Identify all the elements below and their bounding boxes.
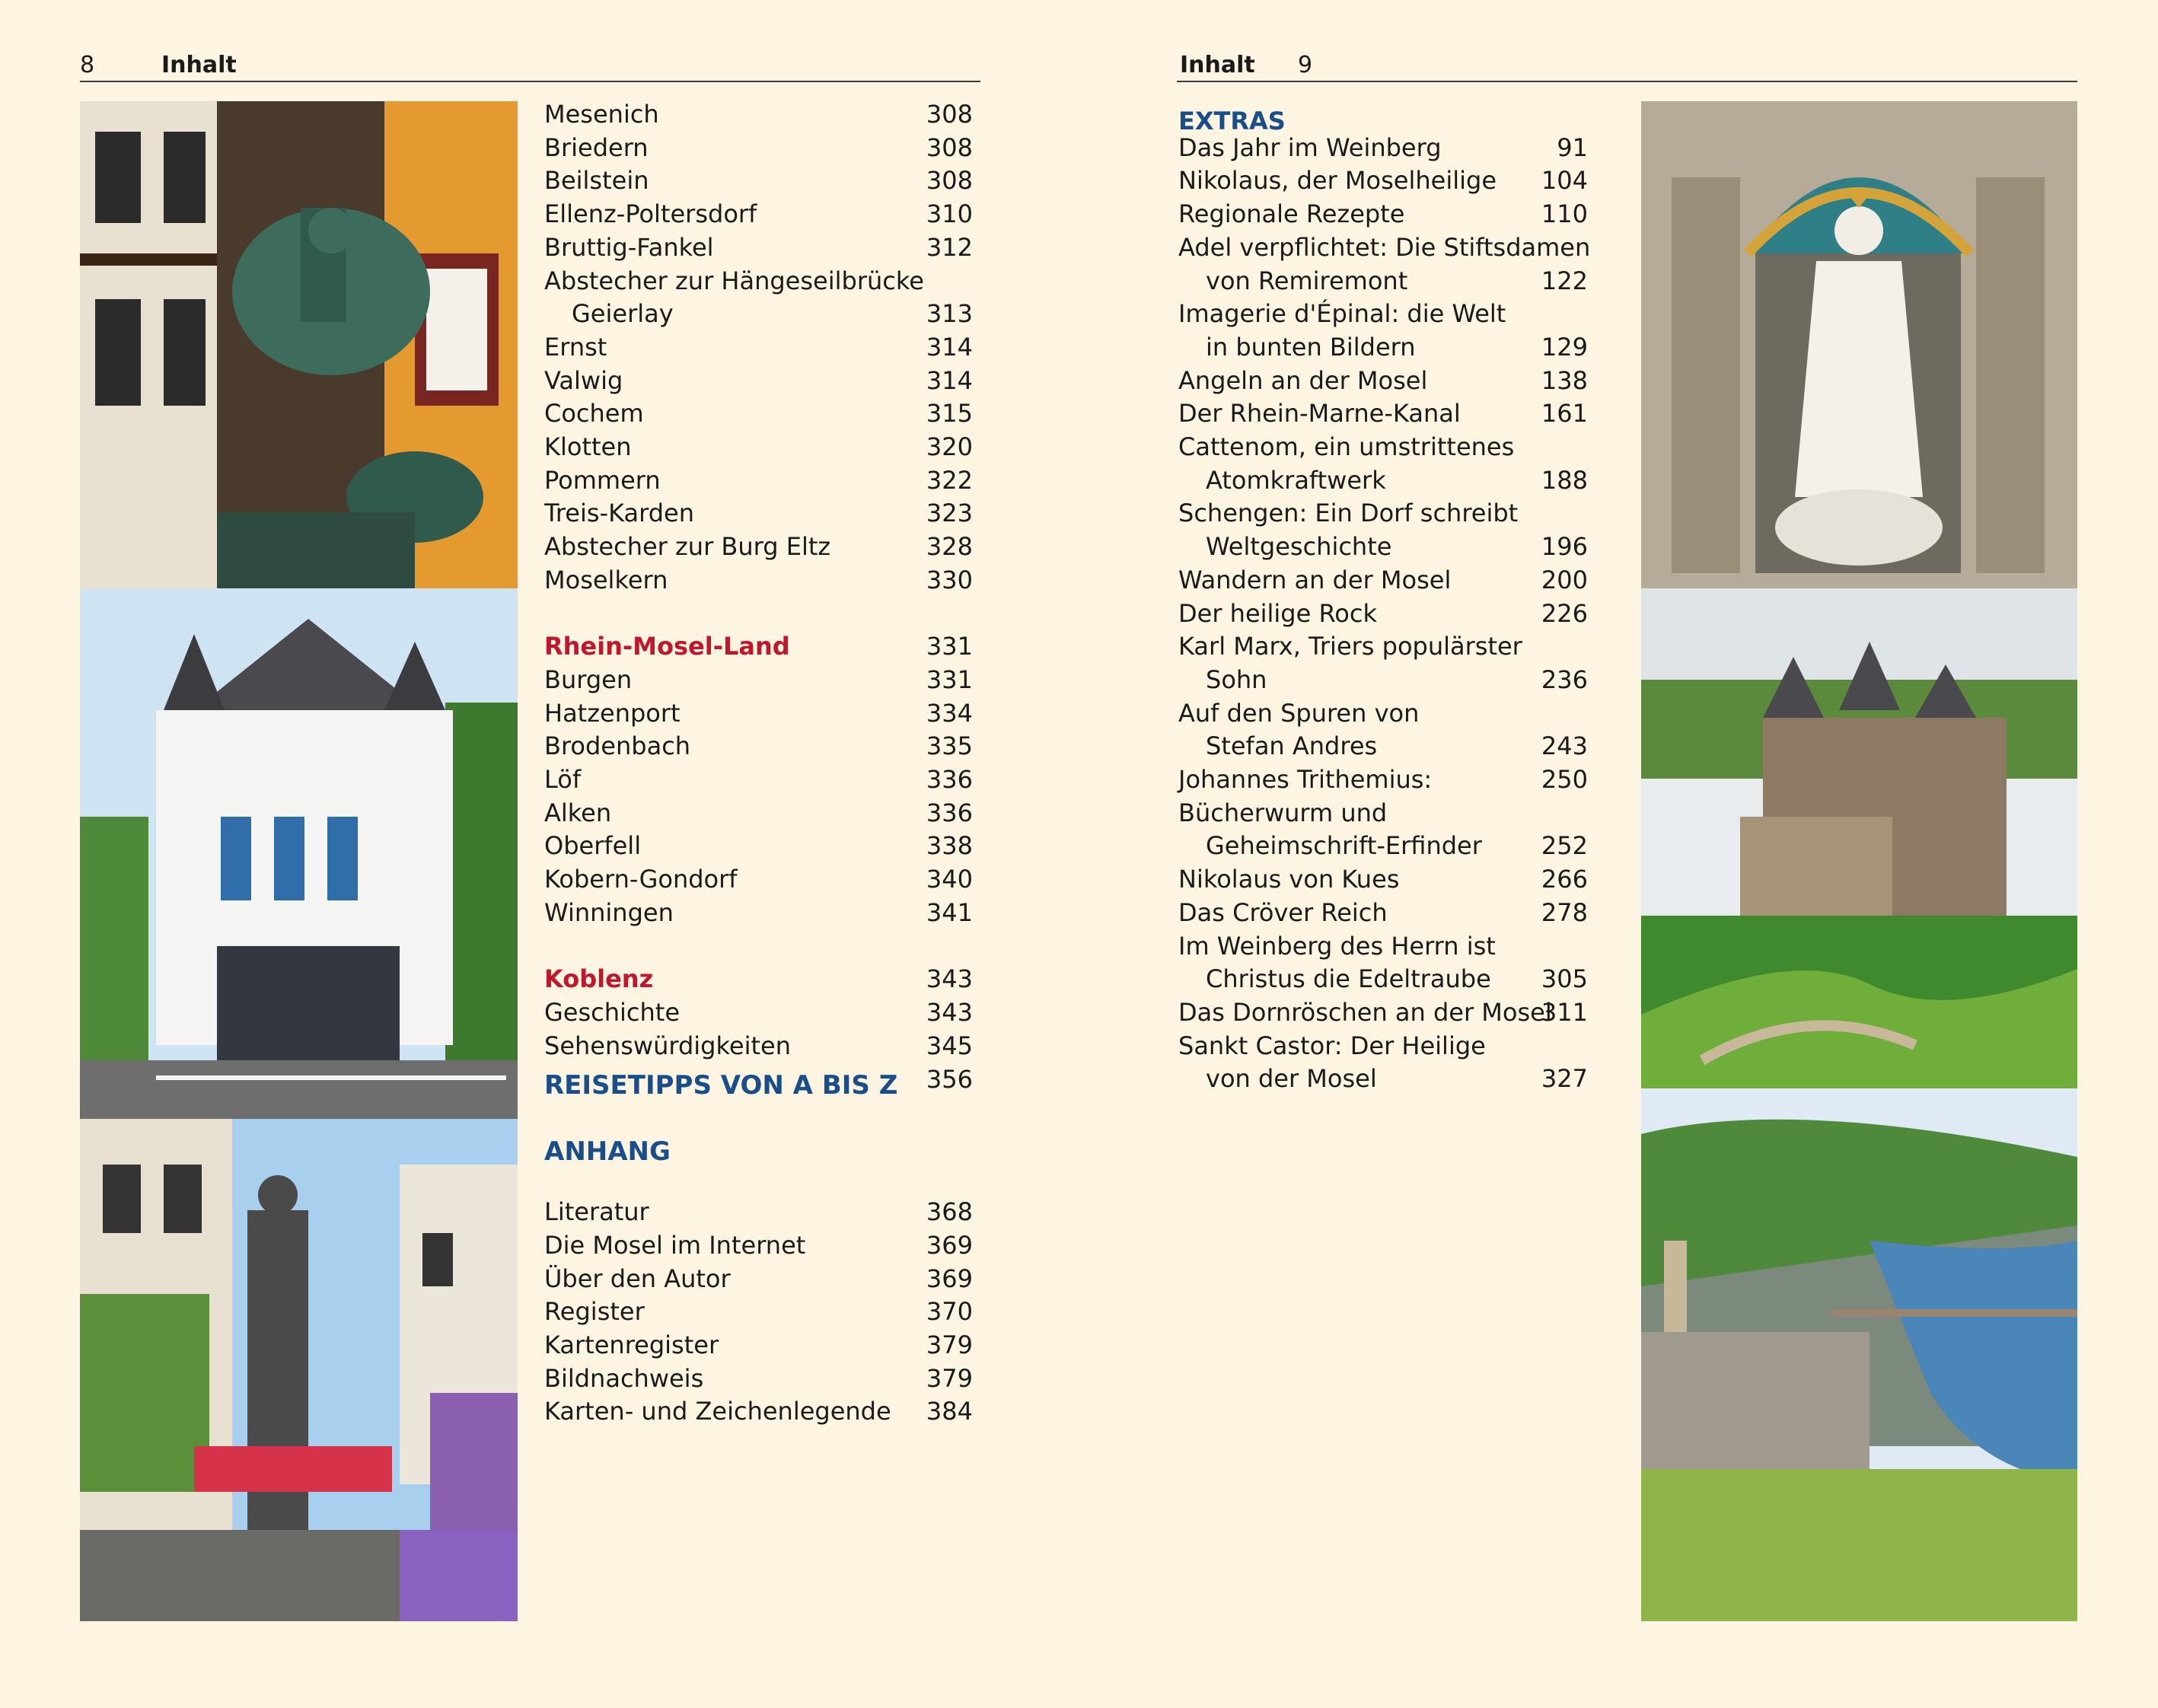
toc-entry-label: Christus die Edeltraube	[1206, 964, 1491, 994]
toc-entry-geschichte	[544, 996, 973, 1029]
toc-entry-label: Valwig	[544, 365, 623, 395]
toc-entry-label: Treis-Karden	[544, 499, 694, 528]
toc-entry-das-dornroschen-an-der-mosel	[1178, 996, 1588, 1029]
toc-entry-page: 379	[926, 1330, 973, 1359]
toc-entry-bruttig-fankel	[544, 231, 973, 264]
toc-entry-geierlay	[544, 297, 973, 330]
toc-entry-label: Bildnachweis	[544, 1363, 704, 1393]
toc-entry-label: Im Weinberg des Herrn ist	[1178, 931, 1496, 961]
toc-entry-page: 312	[926, 232, 973, 262]
toc-entry-label: Winningen	[544, 897, 674, 927]
toc-entry-label: Register	[544, 1297, 645, 1327]
toc-entry-koblenz	[544, 962, 973, 996]
toc-entry-sohn	[1178, 663, 1588, 696]
toc-entry-adel-verpflichtet-die-stiftsdamen	[1178, 231, 1591, 264]
toc-entry-page: 278	[1541, 897, 1588, 927]
toc-entry-label: Sehenswürdigkeiten	[544, 1031, 791, 1060]
toc-entry-label: Hatzenport	[544, 698, 681, 728]
toc-entry-label: Nikolaus, der Moselheilige	[1178, 166, 1497, 196]
mosel-river-valley-photo	[1641, 1088, 2077, 1621]
toc-entry-die-mosel-im-internet	[544, 1228, 973, 1262]
toc-entry-page: 343	[926, 997, 973, 1027]
toc-entry-page: 384	[926, 1397, 973, 1426]
toc-entry-page: 266	[1541, 865, 1588, 894]
fountain-statue-town-photo	[80, 1119, 518, 1621]
toc-entry-von-remiremont	[1178, 264, 1588, 298]
toc-entry-weltgeschichte	[1178, 530, 1588, 563]
toc-entry-page: 314	[926, 365, 973, 395]
toc-entry-label: Nikolaus von Kues	[1178, 865, 1400, 894]
toc-entry-label: Alken	[544, 798, 612, 827]
toc-entry-page: 343	[926, 964, 973, 994]
toc-entry-label: Rhein-Mosel-Land	[544, 632, 790, 661]
toc-entry-briedern	[544, 131, 973, 164]
toc-entry-page: 315	[926, 399, 973, 429]
page-number-right: 9	[1298, 52, 1313, 78]
toc-entry-label: Bücherwurm und	[1178, 798, 1388, 827]
toc-entry-wandern-an-der-mosel	[1178, 563, 1588, 597]
running-title-left: Inhalt	[161, 52, 237, 78]
toc-entry-klotten	[544, 430, 973, 464]
toc-entry-treis-karden	[544, 496, 973, 530]
toc-entry-page: 91	[1557, 132, 1588, 162]
toc-entry-page: 340	[926, 865, 973, 894]
toc-entry-label: Löf	[544, 765, 582, 794]
toc-entry-im-weinberg-des-herrn-ist	[1178, 929, 1588, 963]
toc-entry-atomkraftwerk	[1178, 464, 1588, 497]
toc-entry-das-crover-reich	[1178, 896, 1588, 929]
toc-entry-label: Karl Marx, Triers populärster	[1178, 632, 1522, 661]
toc-entry-page: 308	[926, 132, 973, 162]
toc-entry-page: 122	[1541, 266, 1588, 295]
toc-entry-page: 308	[926, 100, 973, 129]
toc-entry-page: 320	[926, 432, 973, 461]
toc-entry-label: Beilstein	[544, 166, 649, 196]
header-rule-left	[80, 81, 980, 82]
white-gate-tower-photo	[80, 588, 518, 1119]
toc-entry-label: von Remiremont	[1206, 266, 1408, 295]
toc-entry-literatur	[544, 1195, 973, 1228]
toc-entry-angeln-an-der-mosel	[1178, 364, 1588, 397]
toc-entry-regionale-rezepte	[1178, 197, 1588, 231]
toc-entry-der-rhein-marne-kanal	[1178, 397, 1588, 430]
toc-entry-brodenbach	[544, 729, 973, 763]
toc-entry-label: Sankt Castor: Der Heilige	[1178, 1031, 1486, 1060]
toc-entry-auf-den-spuren-von	[1178, 696, 1588, 730]
toc-entry-sehenswurdigkeiten	[544, 1029, 973, 1063]
toc-entry-nikolaus-von-kues	[1178, 862, 1588, 896]
toc-entry-page: 334	[926, 698, 973, 728]
toc-entry-label: Mesenich	[544, 100, 659, 129]
burg-eltz-castle-photo	[1641, 588, 2077, 1088]
toc-entry-page: 200	[1541, 565, 1588, 594]
toc-entry-der-heilige-rock	[1178, 597, 1588, 630]
toc-entry-oberfell	[544, 829, 973, 862]
toc-entry-page: 327	[1541, 1064, 1588, 1094]
toc-entry-label: Die Mosel im Internet	[544, 1230, 806, 1260]
toc-entry-page: 331	[926, 632, 973, 661]
page-number-left: 8	[80, 52, 95, 78]
toc-entry-page: 188	[1541, 465, 1588, 495]
toc-entry-label: Literatur	[544, 1197, 649, 1227]
toc-entry-page: 250	[1541, 765, 1588, 794]
running-title-right: Inhalt	[1180, 52, 1255, 78]
toc-entry-label: Über den Autor	[544, 1263, 731, 1293]
toc-entry-label: Adel verpflichtet: Die Stiftsdamen	[1178, 232, 1591, 262]
toc-entry-page: 369	[926, 1230, 973, 1260]
toc-entry-label: Abstecher zur Burg Eltz	[544, 532, 831, 562]
toc-entry-beilstein	[544, 164, 973, 197]
toc-entry-page: 379	[926, 1363, 973, 1393]
toc-entry-von-der-mosel	[1178, 1062, 1588, 1095]
toc-entry-label: Schengen: Ein Dorf schreibt	[1178, 499, 1519, 528]
toc-entry-label: Der Rhein-Marne-Kanal	[1178, 399, 1461, 429]
madonna-sculpture-photo	[1641, 101, 2077, 588]
toc-entry-imagerie-d-epinal-die-welt	[1178, 297, 1588, 330]
toc-entry-label: Karten- und Zeichenlegende	[544, 1397, 891, 1426]
toc-entry-page: 314	[926, 332, 973, 362]
toc-entry-johannes-trithemius	[1178, 763, 1588, 796]
toc-entry-label: Das Dornröschen an der Mosel	[1178, 997, 1552, 1027]
toc-entry-page: 330	[926, 565, 973, 594]
toc-entry-kobern-gondorf	[544, 862, 973, 896]
toc-entry-label: Ernst	[544, 332, 607, 362]
toc-entry-label: Klotten	[544, 432, 632, 461]
toc-entry-sankt-castor-der-heilige	[1178, 1029, 1588, 1063]
toc-entry-page: 104	[1541, 166, 1588, 196]
toc-entry-page: 341	[926, 897, 973, 927]
toc-entry-cattenom-ein-umstrittenes	[1178, 430, 1588, 464]
toc-entry-christus-die-edeltraube	[1178, 962, 1588, 996]
toc-entry-page: 336	[926, 798, 973, 827]
toc-entry-abstecher-zur-hangeseilbrucke	[544, 264, 973, 298]
toc-entry-label: EXTRAS	[1178, 106, 1286, 135]
toc-entry-label: Regionale Rezepte	[1178, 199, 1405, 229]
toc-entry-label: in bunten Bildern	[1206, 332, 1416, 362]
toc-entry-das-jahr-im-weinberg	[1178, 131, 1588, 164]
toc-entry-page: 356	[926, 1065, 973, 1095]
toc-entry-page: 110	[1541, 199, 1588, 229]
toc-entry-label: Brodenbach	[544, 731, 691, 761]
toc-entry-bucherwurm-und	[1178, 796, 1588, 830]
toc-entry-reisetipps-von-a-bis-z	[544, 1065, 973, 1102]
toc-entry-label: Geheimschrift-Erfinder	[1206, 831, 1482, 861]
toc-entry-label: Kobern-Gondorf	[544, 865, 738, 894]
toc-entry-label: REISETIPPS VON A BIS Z	[544, 1070, 898, 1101]
toc-entry-label: Johannes Trithemius:	[1178, 765, 1433, 794]
toc-entry-page: 369	[926, 1263, 973, 1293]
toc-entry-page: 138	[1541, 365, 1588, 395]
toc-entry-uber-den-autor	[544, 1262, 973, 1295]
toc-entry-page: 236	[1541, 664, 1588, 694]
toc-entry-page: 335	[926, 731, 973, 761]
toc-entry-anhang	[544, 1135, 973, 1168]
toc-entry-page: 331	[926, 664, 973, 694]
toc-entry-page: 311	[1541, 997, 1588, 1027]
right-page	[1079, 0, 2158, 1708]
toc-entry-label: Auf den Spuren von	[1178, 698, 1420, 728]
toc-entry-page: 196	[1541, 532, 1588, 562]
bronze-rider-statue-photo	[80, 101, 518, 588]
toc-entry-label: von der Mosel	[1206, 1064, 1377, 1094]
toc-entry-label: Angeln an der Mosel	[1178, 365, 1428, 395]
toc-entry-page: 243	[1541, 731, 1588, 761]
toc-entry-label: Cattenom, ein umstrittenes	[1178, 432, 1515, 461]
toc-entry-mesenich	[544, 97, 973, 131]
toc-entry-label: Bruttig-Fankel	[544, 232, 714, 262]
toc-entry-label: ANHANG	[544, 1136, 671, 1168]
toc-entry-label: Geschichte	[544, 997, 681, 1027]
toc-entry-label: Koblenz	[544, 964, 654, 994]
toc-entry-label: Burgen	[544, 664, 633, 694]
toc-entry-register	[544, 1295, 973, 1328]
toc-entry-page: 308	[926, 166, 973, 196]
toc-entry-page: 370	[926, 1297, 973, 1327]
toc-entry-alken	[544, 796, 973, 830]
toc-entry-abstecher-zur-burg-eltz	[544, 530, 973, 563]
toc-entry-page: 368	[926, 1197, 973, 1227]
toc-entry-label: Cochem	[544, 399, 644, 429]
toc-entry-hatzenport	[544, 696, 973, 730]
toc-entry-page: 313	[926, 299, 973, 329]
toc-entry-bildnachweis	[544, 1362, 973, 1395]
toc-entry-label: Moselkern	[544, 565, 668, 594]
toc-entry-karl-marx-triers-popularster	[1178, 629, 1588, 663]
toc-entry-nikolaus-der-moselheilige	[1178, 164, 1588, 197]
toc-entry-stefan-andres	[1178, 729, 1588, 763]
toc-entry-moselkern	[544, 563, 973, 597]
toc-entry-label: Imagerie d'Épinal: die Welt	[1178, 299, 1506, 329]
toc-entry-burgen	[544, 663, 973, 696]
toc-entry-label: Stefan Andres	[1206, 731, 1378, 761]
toc-entry-pommern	[544, 464, 973, 497]
toc-entry-label: Sohn	[1206, 664, 1267, 694]
toc-entry-label: Kartenregister	[544, 1330, 719, 1359]
toc-entry-label: Oberfell	[544, 831, 642, 861]
toc-entry-rhein-mosel-land	[544, 629, 973, 663]
toc-entry-page: 310	[926, 199, 973, 229]
toc-entry-cochem	[544, 397, 973, 430]
toc-entry-winningen	[544, 896, 973, 929]
toc-entry-ernst	[544, 330, 973, 364]
toc-entry-page: 323	[926, 499, 973, 528]
toc-entry-geheimschrift-erfinder	[1178, 829, 1588, 862]
toc-entry-label: Briedern	[544, 132, 649, 162]
toc-entry-label: Das Cröver Reich	[1178, 897, 1388, 927]
toc-entry-page: 226	[1541, 598, 1588, 628]
toc-entry-label: Abstecher zur Hängeseilbrücke	[544, 266, 924, 295]
toc-entry-label: Atomkraftwerk	[1206, 465, 1386, 495]
toc-entry-schengen-ein-dorf-schreibt	[1178, 496, 1588, 530]
toc-entry-label: Wandern an der Mosel	[1178, 565, 1452, 594]
toc-entry-page: 252	[1541, 831, 1588, 861]
toc-entry-label: Der heilige Rock	[1178, 598, 1377, 628]
toc-entry-page: 345	[926, 1031, 973, 1060]
toc-entry-kartenregister	[544, 1328, 973, 1362]
toc-entry-page: 336	[926, 765, 973, 794]
toc-entry-in-bunten-bildern	[1178, 330, 1588, 364]
toc-entry-ellenz-poltersdorf	[544, 197, 973, 231]
toc-entry-label: Das Jahr im Weinberg	[1178, 132, 1442, 162]
toc-entry-label: Geierlay	[572, 299, 674, 329]
toc-entry-label: Weltgeschichte	[1206, 532, 1392, 562]
toc-entry-karten-und-zeichenlegende	[544, 1394, 973, 1428]
toc-entry-page: 161	[1541, 399, 1588, 429]
toc-entry-label: Pommern	[544, 465, 661, 495]
toc-entry-valwig	[544, 364, 973, 397]
toc-entry-lof	[544, 763, 973, 796]
header-rule-right	[1177, 81, 2077, 82]
toc-entry-page: 129	[1541, 332, 1588, 362]
toc-entry-label: Ellenz-Poltersdorf	[544, 199, 757, 229]
toc-entry-page: 338	[926, 831, 973, 861]
toc-entry-page: 328	[926, 532, 973, 562]
toc-entry-page: 305	[1541, 964, 1588, 994]
toc-entry-page: 322	[926, 465, 973, 495]
